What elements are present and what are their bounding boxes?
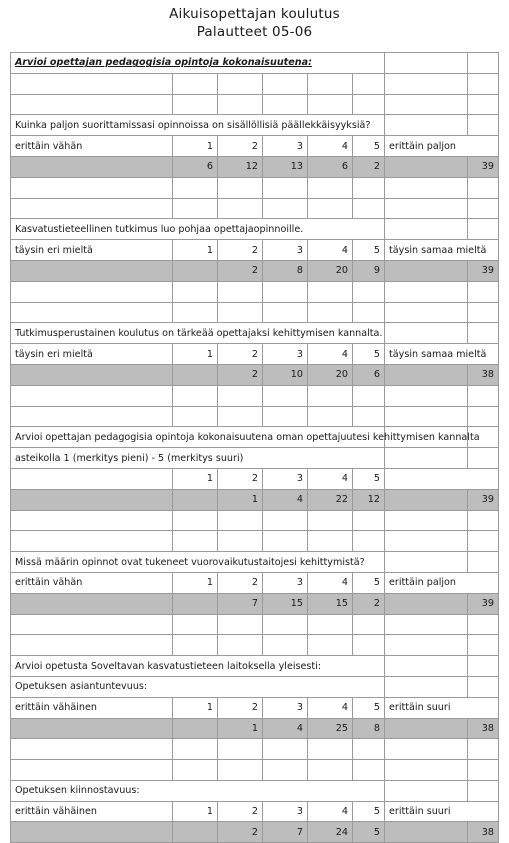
empty-cell: [353, 531, 385, 552]
scale-point: 2: [218, 572, 263, 593]
scale-point: 4: [308, 468, 353, 489]
scale-low-label: erittäin vähän: [11, 136, 173, 157]
count-row: [11, 260, 499, 281]
scale-point: 4: [308, 136, 353, 157]
scale-point: 3: [263, 572, 308, 593]
empty-cell: [353, 510, 385, 531]
question-subtext: asteikolla 1 (merkitys pieni) - 5 (merkitys suuri): [11, 448, 385, 469]
empty-cell: [308, 198, 353, 219]
empty-cell: [263, 94, 308, 115]
total-cell: 38: [468, 364, 499, 385]
empty-cell: [173, 73, 218, 94]
empty-cell: [11, 364, 173, 385]
empty-cell: [218, 510, 263, 531]
empty-cell: [11, 73, 173, 94]
scale-row: [11, 697, 499, 718]
scale-point: 5: [353, 572, 385, 593]
empty-row: [11, 406, 499, 427]
empty-cell: [353, 177, 385, 198]
count-cell: 9: [353, 260, 385, 281]
empty-cell: [385, 53, 468, 74]
question-text: Opetuksen kiinnostavuus:: [11, 780, 385, 801]
count-cell: 2: [218, 822, 263, 843]
count-cell: 12: [218, 156, 263, 177]
empty-cell: [468, 406, 499, 427]
empty-cell: [385, 593, 468, 614]
empty-cell: [263, 198, 308, 219]
empty-cell: [218, 94, 263, 115]
empty-cell: [218, 635, 263, 656]
empty-cell: [308, 281, 353, 302]
empty-cell: [468, 385, 499, 406]
scale-point: 5: [353, 468, 385, 489]
count-row: [11, 822, 499, 843]
empty-cell: [353, 198, 385, 219]
scale-point: 4: [308, 240, 353, 261]
empty-cell: [308, 385, 353, 406]
total-cell: 39: [468, 260, 499, 281]
count-cell: 12: [353, 489, 385, 510]
scale-low-label: erittäin vähäinen: [11, 697, 173, 718]
empty-cell: [468, 656, 499, 677]
scale-point: 5: [353, 136, 385, 157]
scale-point: 3: [263, 697, 308, 718]
empty-cell: [308, 177, 353, 198]
empty-cell: [173, 531, 218, 552]
scale-point: 3: [263, 344, 308, 365]
empty-cell: [353, 73, 385, 94]
empty-cell: [468, 302, 499, 323]
empty-cell: [468, 676, 499, 697]
empty-cell: [468, 323, 499, 344]
scale-high-label: erittäin paljon: [385, 572, 499, 593]
empty-row: [11, 94, 499, 115]
empty-cell: [263, 177, 308, 198]
page-subtitle: Palautteet 05-06: [196, 24, 313, 40]
empty-row: [11, 531, 499, 552]
empty-cell: [468, 94, 499, 115]
scale-point: 2: [218, 240, 263, 261]
empty-cell: [308, 73, 353, 94]
scale-low-label: täysin eri mieltä: [11, 240, 173, 261]
scale-point: 1: [173, 344, 218, 365]
empty-cell: [263, 302, 308, 323]
count-cell: 2: [353, 593, 385, 614]
count-cell: 5: [353, 822, 385, 843]
count-cell: 15: [263, 593, 308, 614]
scale-low-label: täysin eri mieltä: [11, 344, 173, 365]
scale-point: 1: [173, 136, 218, 157]
count-cell: 8: [263, 260, 308, 281]
empty-cell: [385, 260, 468, 281]
empty-cell: [468, 780, 499, 801]
count-cell: 4: [263, 489, 308, 510]
empty-cell: [385, 552, 468, 573]
empty-cell: [11, 760, 173, 781]
question-text-row: [11, 427, 499, 448]
empty-cell: [173, 94, 218, 115]
empty-cell: [468, 281, 499, 302]
scale-high-label: [385, 468, 499, 489]
empty-cell: [173, 302, 218, 323]
count-cell: 7: [263, 822, 308, 843]
count-cell: 13: [263, 156, 308, 177]
scale-point: 1: [173, 572, 218, 593]
empty-cell: [385, 489, 468, 510]
question-subtext-row: [11, 676, 499, 697]
count-row: [11, 489, 499, 510]
empty-cell: [385, 156, 468, 177]
count-cell: 22: [308, 489, 353, 510]
question-subtext-row: [11, 448, 499, 469]
scale-point: 3: [263, 136, 308, 157]
empty-cell: [11, 198, 173, 219]
empty-cell: [308, 614, 353, 635]
empty-cell: [468, 219, 499, 240]
count-cell: 20: [308, 364, 353, 385]
scale-row: [11, 136, 499, 157]
empty-cell: [308, 302, 353, 323]
empty-cell: [11, 614, 173, 635]
empty-cell: [385, 115, 468, 136]
empty-cell: [218, 385, 263, 406]
question-text-row: [11, 115, 499, 136]
scale-high-label: erittäin suuri: [385, 697, 499, 718]
scale-row: [11, 801, 499, 822]
empty-cell: [468, 635, 499, 656]
empty-cell: [385, 510, 468, 531]
count-cell: 2: [353, 156, 385, 177]
empty-cell: [353, 760, 385, 781]
count-cell: 1: [218, 718, 263, 739]
empty-cell: [468, 448, 499, 469]
empty-cell: [468, 510, 499, 531]
empty-cell: [385, 302, 468, 323]
count-cell: 10: [263, 364, 308, 385]
empty-cell: [11, 281, 173, 302]
empty-cell: [385, 448, 468, 469]
empty-cell: [11, 260, 173, 281]
empty-cell: [385, 656, 468, 677]
question-text: Missä määrin opinnot ovat tukeneet vuorovaikutustaitojesi kehittymistä?: [11, 552, 385, 573]
empty-cell: [11, 718, 173, 739]
scale-low-label: erittäin vähän: [11, 572, 173, 593]
page-title: Aikuisopettajan koulutus: [169, 6, 340, 22]
scale-point: 1: [173, 697, 218, 718]
section-heading-row: [11, 53, 499, 74]
scale-point: 4: [308, 801, 353, 822]
empty-cell: [263, 281, 308, 302]
empty-cell: [308, 739, 353, 760]
scale-low-label: erittäin vähäinen: [11, 801, 173, 822]
empty-cell: [468, 531, 499, 552]
empty-cell: [385, 531, 468, 552]
empty-cell: [263, 406, 308, 427]
count-cell: 6: [308, 156, 353, 177]
empty-cell: [308, 406, 353, 427]
question-text-row: [11, 323, 499, 344]
empty-row: [11, 614, 499, 635]
question-text-row: [11, 219, 499, 240]
question-text: Kuinka paljon suorittamissasi opinnoissa on sisällöllisiä päällekkäisyyksiä?: [11, 115, 385, 136]
empty-cell: [218, 531, 263, 552]
count-cell: 2: [218, 260, 263, 281]
count-cell: 8: [353, 718, 385, 739]
question-text-row: [11, 780, 499, 801]
scale-point: 2: [218, 801, 263, 822]
scale-high-label: erittäin suuri: [385, 801, 499, 822]
count-cell: [173, 718, 218, 739]
count-cell: 2: [218, 364, 263, 385]
total-cell: 38: [468, 718, 499, 739]
empty-cell: [218, 614, 263, 635]
empty-row: [11, 385, 499, 406]
empty-cell: [263, 385, 308, 406]
empty-row: [11, 635, 499, 656]
empty-cell: [385, 676, 468, 697]
empty-cell: [11, 406, 173, 427]
scale-point: 5: [353, 801, 385, 822]
count-cell: 15: [308, 593, 353, 614]
empty-cell: [385, 177, 468, 198]
empty-cell: [173, 760, 218, 781]
empty-cell: [385, 822, 468, 843]
empty-cell: [218, 739, 263, 760]
scale-point: 3: [263, 240, 308, 261]
scale-row: [11, 240, 499, 261]
question-text-row: [11, 552, 499, 573]
empty-cell: [385, 635, 468, 656]
empty-cell: [263, 510, 308, 531]
scale-point: 5: [353, 240, 385, 261]
question-text: Arvioi opettajan pedagogisia opintoja kokonaisuutena oman opettajuutesi kehittymisen kannalta: [11, 427, 385, 448]
empty-cell: [11, 489, 173, 510]
empty-cell: [353, 406, 385, 427]
empty-cell: [468, 73, 499, 94]
scale-row: [11, 468, 499, 489]
scale-point: 3: [263, 468, 308, 489]
empty-cell: [353, 614, 385, 635]
question-text-row: [11, 656, 499, 677]
empty-cell: [468, 177, 499, 198]
empty-cell: [308, 531, 353, 552]
scale-point: 4: [308, 572, 353, 593]
scale-point: 1: [173, 468, 218, 489]
empty-cell: [11, 510, 173, 531]
count-row: [11, 593, 499, 614]
empty-cell: [11, 302, 173, 323]
empty-cell: [385, 281, 468, 302]
empty-row: [11, 760, 499, 781]
scale-row: [11, 572, 499, 593]
empty-cell: [11, 822, 173, 843]
empty-cell: [173, 281, 218, 302]
empty-cell: [263, 614, 308, 635]
scale-point: 1: [173, 801, 218, 822]
empty-cell: [468, 552, 499, 573]
empty-cell: [11, 177, 173, 198]
empty-cell: [385, 780, 468, 801]
empty-cell: [385, 385, 468, 406]
scale-high-label: täysin samaa mieltä: [385, 240, 499, 261]
count-row: [11, 156, 499, 177]
empty-row: [11, 281, 499, 302]
empty-cell: [353, 302, 385, 323]
empty-cell: [173, 406, 218, 427]
empty-cell: [263, 635, 308, 656]
count-row: [11, 364, 499, 385]
total-cell: 39: [468, 593, 499, 614]
empty-cell: [385, 718, 468, 739]
empty-cell: [385, 219, 468, 240]
empty-row: [11, 177, 499, 198]
scale-high-label: erittäin paljon: [385, 136, 499, 157]
scale-point: 2: [218, 468, 263, 489]
empty-cell: [353, 635, 385, 656]
scale-point: 4: [308, 697, 353, 718]
scale-point: 4: [308, 344, 353, 365]
count-cell: [173, 364, 218, 385]
empty-cell: [468, 739, 499, 760]
count-cell: 4: [263, 718, 308, 739]
empty-row: [11, 198, 499, 219]
empty-cell: [173, 385, 218, 406]
empty-cell: [385, 739, 468, 760]
empty-cell: [308, 760, 353, 781]
empty-cell: [385, 614, 468, 635]
empty-cell: [468, 198, 499, 219]
empty-cell: [468, 53, 499, 74]
scale-point: 2: [218, 136, 263, 157]
empty-cell: [385, 364, 468, 385]
empty-cell: [468, 115, 499, 136]
question-text: Arvioi opetusta Soveltavan kasvatustieteen laitoksella yleisesti:: [11, 656, 385, 677]
count-cell: [173, 593, 218, 614]
empty-cell: [468, 614, 499, 635]
empty-cell: [308, 510, 353, 531]
empty-cell: [385, 198, 468, 219]
empty-cell: [263, 739, 308, 760]
empty-cell: [173, 614, 218, 635]
count-row: [11, 718, 499, 739]
empty-cell: [218, 73, 263, 94]
empty-cell: [263, 73, 308, 94]
total-cell: 39: [468, 156, 499, 177]
empty-cell: [11, 94, 173, 115]
count-cell: 7: [218, 593, 263, 614]
empty-cell: [385, 94, 468, 115]
count-cell: 24: [308, 822, 353, 843]
total-cell: 39: [468, 489, 499, 510]
count-cell: [173, 489, 218, 510]
empty-cell: [218, 177, 263, 198]
question-text: Tutkimusperustainen koulutus on tärkeää opettajaksi kehittymisen kannalta.: [11, 323, 385, 344]
empty-cell: [218, 760, 263, 781]
empty-cell: [11, 385, 173, 406]
scale-row: [11, 344, 499, 365]
scale-low-label: [11, 468, 173, 489]
empty-row: [11, 510, 499, 531]
empty-cell: [11, 156, 173, 177]
empty-row: [11, 73, 499, 94]
count-cell: 25: [308, 718, 353, 739]
count-cell: [173, 822, 218, 843]
empty-cell: [385, 73, 468, 94]
empty-cell: [11, 593, 173, 614]
empty-cell: [385, 406, 468, 427]
empty-cell: [11, 635, 173, 656]
empty-cell: [353, 739, 385, 760]
empty-cell: [353, 385, 385, 406]
count-cell: 6: [353, 364, 385, 385]
empty-cell: [173, 635, 218, 656]
scale-point: 5: [353, 344, 385, 365]
scale-point: 2: [218, 344, 263, 365]
scale-point: 1: [173, 240, 218, 261]
empty-row: [11, 302, 499, 323]
empty-cell: [353, 281, 385, 302]
total-cell: 38: [468, 822, 499, 843]
empty-cell: [468, 760, 499, 781]
empty-cell: [385, 760, 468, 781]
empty-cell: [173, 510, 218, 531]
feedback-table: [10, 52, 499, 843]
empty-cell: [173, 177, 218, 198]
empty-cell: [11, 739, 173, 760]
empty-cell: [218, 198, 263, 219]
section-heading: Arvioi opettajan pedagogisia opintoja kokonaisuutena:: [11, 53, 385, 74]
empty-cell: [173, 739, 218, 760]
empty-cell: [263, 760, 308, 781]
question-subtext: Opetuksen asiantuntevuus:: [11, 676, 385, 697]
empty-cell: [11, 531, 173, 552]
empty-cell: [308, 94, 353, 115]
count-cell: 1: [218, 489, 263, 510]
empty-cell: [308, 635, 353, 656]
scale-point: 2: [218, 697, 263, 718]
empty-cell: [218, 281, 263, 302]
scale-point: 3: [263, 801, 308, 822]
empty-cell: [263, 531, 308, 552]
empty-cell: [385, 323, 468, 344]
empty-cell: [218, 406, 263, 427]
count-cell: [173, 260, 218, 281]
empty-cell: [353, 94, 385, 115]
count-cell: 6: [173, 156, 218, 177]
count-cell: 20: [308, 260, 353, 281]
scale-high-label: täysin samaa mieltä: [385, 344, 499, 365]
empty-cell: [173, 198, 218, 219]
question-text: Kasvatustieteellinen tutkimus luo pohjaa opettajaopinnoille.: [11, 219, 385, 240]
scale-point: 5: [353, 697, 385, 718]
empty-cell: [218, 302, 263, 323]
empty-row: [11, 739, 499, 760]
